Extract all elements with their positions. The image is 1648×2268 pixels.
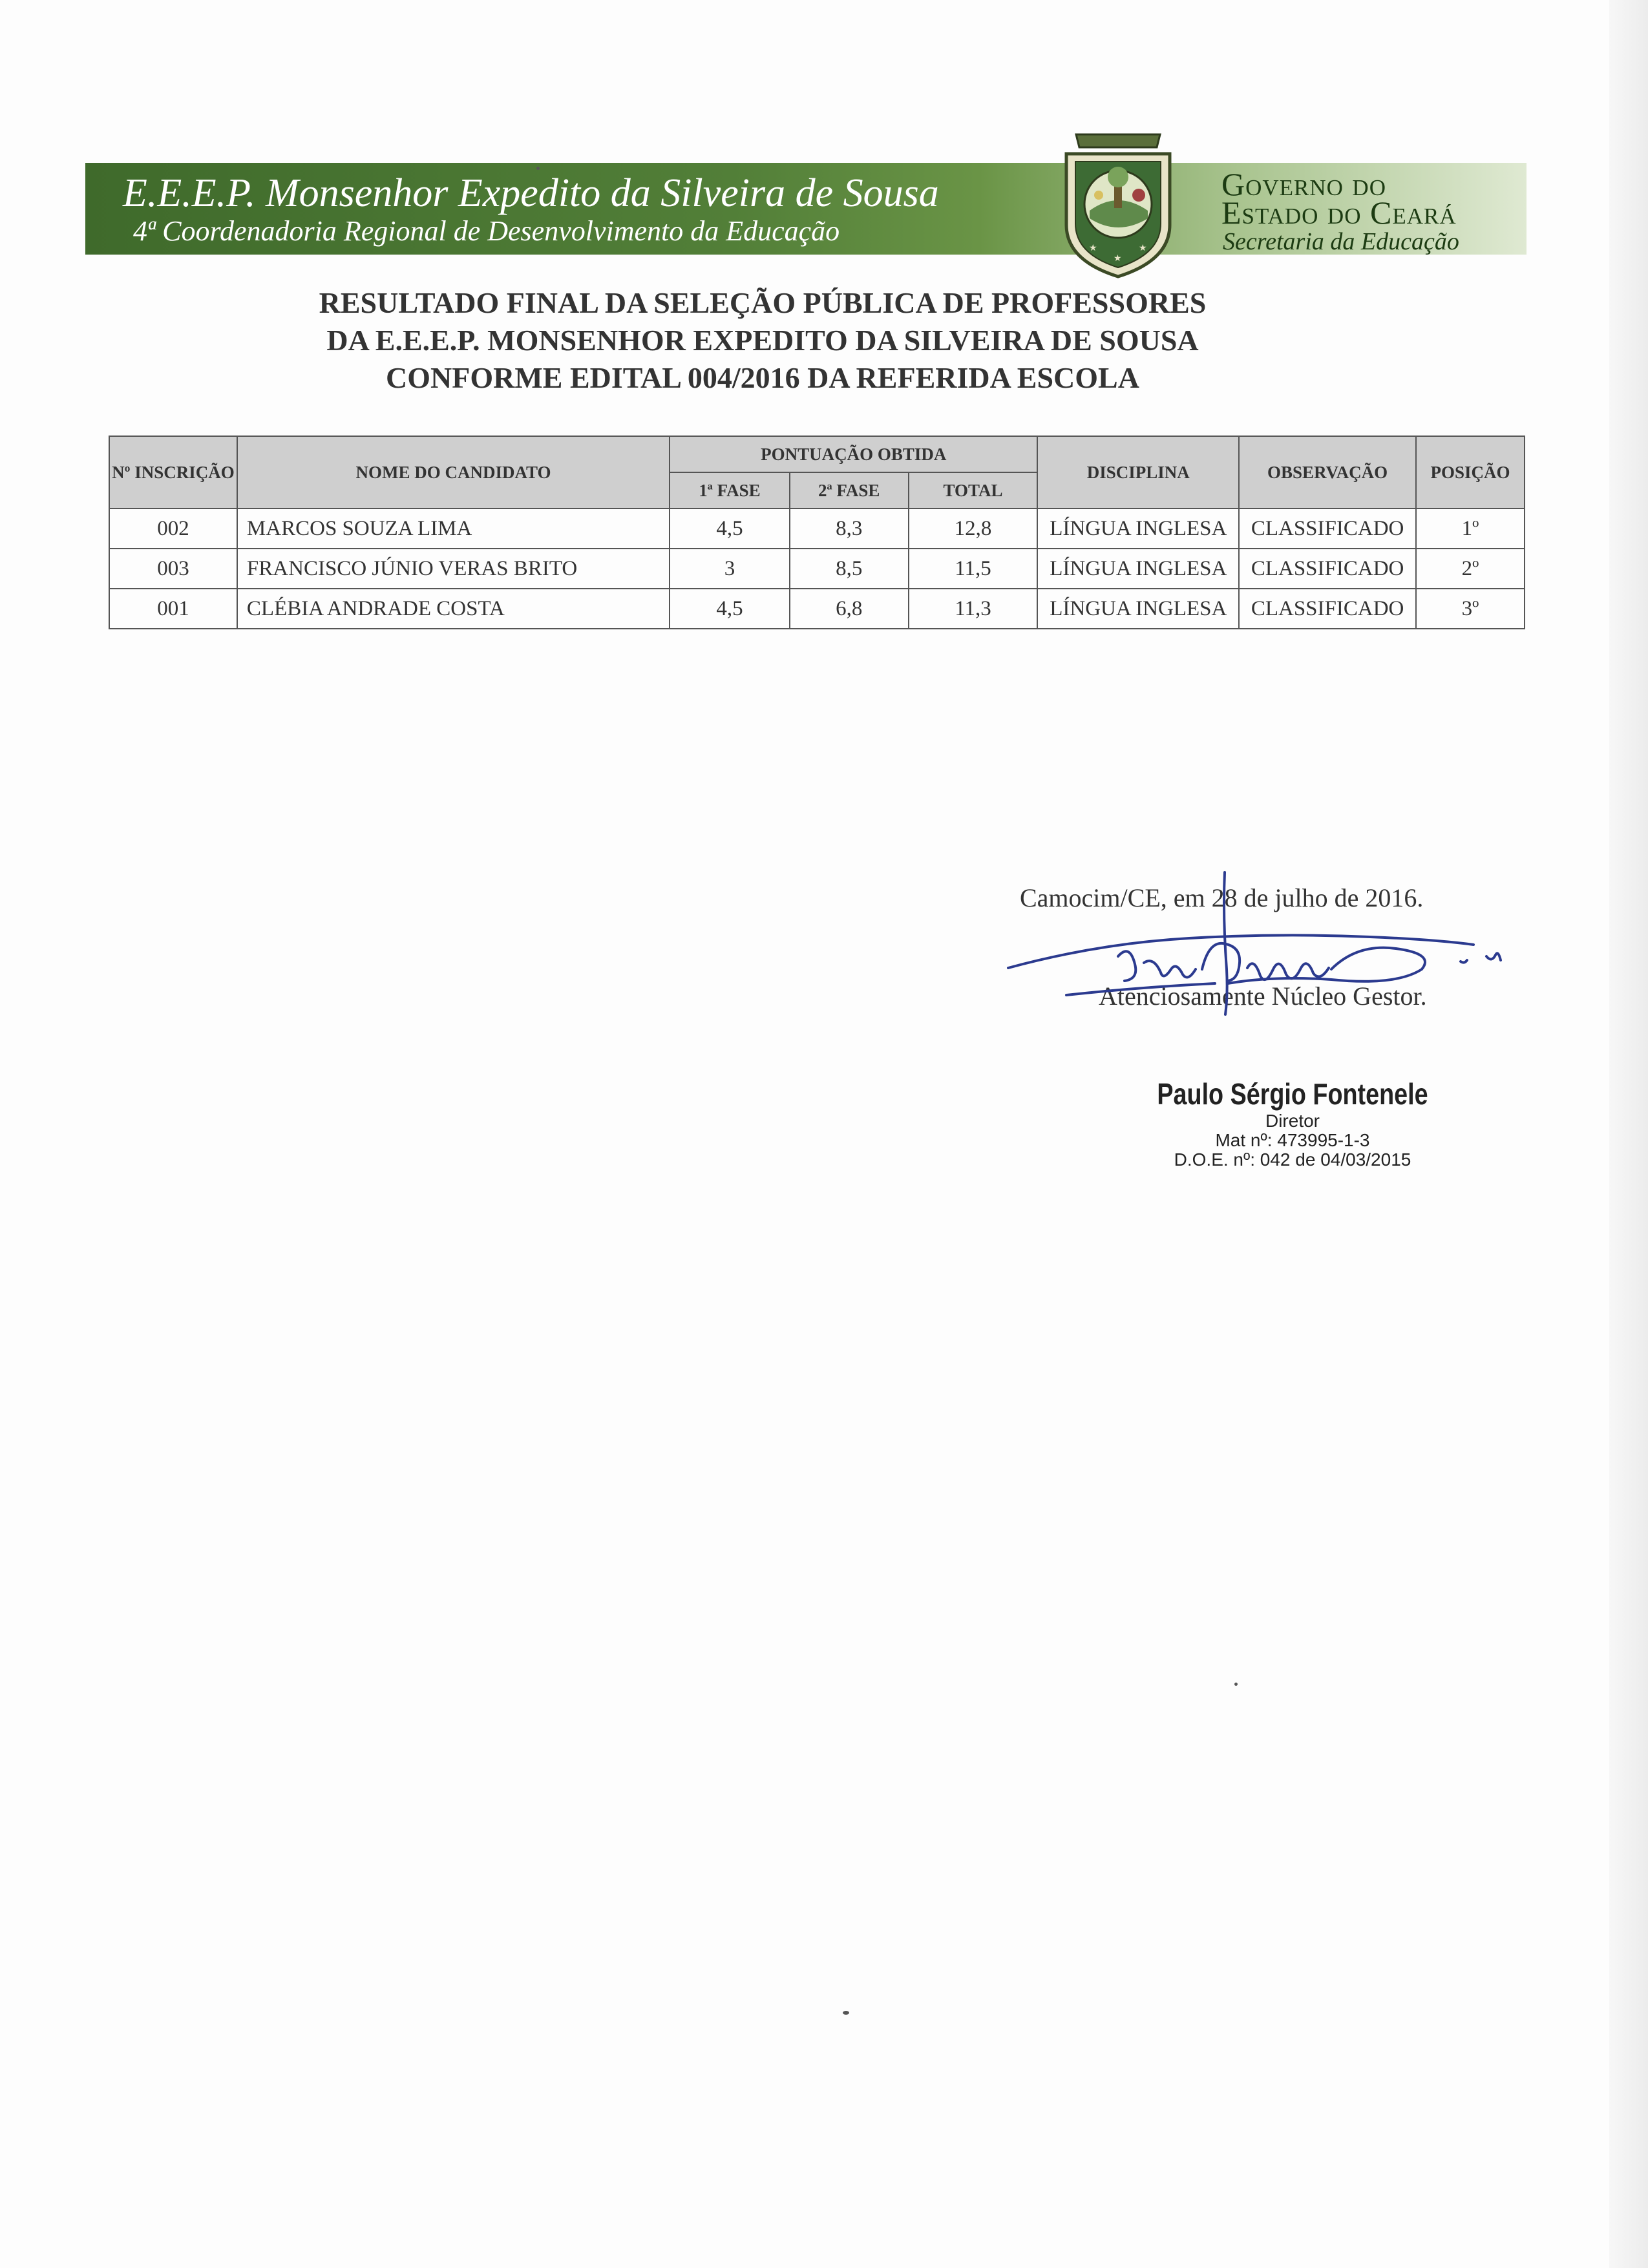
cell-nome: MARCOS SOUZA LIMA [237, 509, 670, 549]
header-nome: NOME DO CANDIDATO [237, 436, 670, 509]
cell-fase2: 8,3 [790, 509, 909, 549]
cell-observacao: CLASSIFICADO [1239, 549, 1416, 589]
handwritten-signature-icon [969, 866, 1551, 1021]
government-title: Governo do [1221, 166, 1386, 202]
place-date: Camocim/CE, em 28 de julho de 2016. [1020, 883, 1424, 912]
cell-disciplina: LÍNGUA INGLESA [1037, 589, 1239, 629]
svg-text:★: ★ [1089, 243, 1097, 253]
table-header-row [109, 436, 1525, 472]
director-stamp [1092, 1076, 1493, 1170]
header-posicao: POSIÇÃO [1416, 436, 1525, 509]
table-row [109, 589, 1525, 629]
cell-fase1: 3 [670, 549, 790, 589]
cell-nome: FRANCISCO JÚNIO VERAS BRITO [237, 549, 670, 589]
coordination-name: 4ª Coordenadoria Regional de Desenvolvimento da Educação [133, 215, 840, 247]
title-line-2: DA E.E.E.P. MONSENHOR EXPEDITO DA SILVEIRA DE SOUSA [326, 324, 1199, 357]
page-edge [1609, 0, 1648, 2268]
cell-total: 11,3 [909, 589, 1038, 629]
title-line-3: CONFORME EDITAL 004/2016 DA REFERIDA ESCOLA [386, 361, 1139, 394]
school-name: E.E.E.P. Monsenhor Expedito da Silveira de Sousa [123, 171, 939, 215]
cell-inscricao: 002 [109, 509, 237, 549]
director-registration: Mat nº: 473995-1-3 [1215, 1130, 1370, 1150]
header-fase1: 1ª FASE [670, 472, 790, 509]
cell-fase1: 4,5 [670, 589, 790, 629]
header-total: TOTAL [909, 472, 1038, 509]
cell-posicao: 1º [1416, 509, 1525, 549]
document-title [129, 284, 1396, 397]
svg-text:★: ★ [1139, 243, 1147, 253]
cell-fase1: 4,5 [670, 509, 790, 549]
header-disciplina: DISCIPLINA [1037, 436, 1239, 509]
scan-speck [843, 2011, 849, 2015]
state-name: Estado do Ceará [1221, 194, 1457, 231]
cell-nome: CLÉBIA ANDRADE COSTA [237, 589, 670, 629]
cell-observacao: CLASSIFICADO [1239, 509, 1416, 549]
svg-text:★: ★ [1114, 253, 1122, 264]
secretariat-name: Secretaria da Educação [1223, 228, 1459, 255]
header-inscricao: Nº INSCRIÇÃO [109, 436, 237, 509]
cell-inscricao: 003 [109, 549, 237, 589]
director-role: Diretor [1265, 1111, 1320, 1131]
cell-observacao: CLASSIFICADO [1239, 589, 1416, 629]
scan-speck [1234, 1683, 1238, 1686]
director-doe: D.O.E. nº: 042 de 04/03/2015 [1174, 1150, 1411, 1170]
regards-line: Atenciosamente Núcleo Gestor. [1099, 982, 1427, 1011]
table-row [109, 549, 1525, 589]
cell-disciplina: LÍNGUA INGLESA [1037, 549, 1239, 589]
cell-inscricao: 001 [109, 589, 237, 629]
table-row [109, 509, 1525, 549]
cell-posicao: 2º [1416, 549, 1525, 589]
director-name: Paulo Sérgio Fontenele [1157, 1077, 1428, 1111]
cell-fase2: 8,5 [790, 549, 909, 589]
results-table [109, 436, 1525, 629]
cell-fase2: 6,8 [790, 589, 909, 629]
title-line-1: RESULTADO FINAL DA SELEÇÃO PÚBLICA DE PROFESSORES [319, 286, 1207, 319]
header-fase2: 2ª FASE [790, 472, 909, 509]
cell-disciplina: LÍNGUA INGLESA [1037, 509, 1239, 549]
header-pontuacao: PONTUAÇÃO OBTIDA [670, 436, 1037, 472]
header-observacao: OBSERVAÇÃO [1239, 436, 1416, 509]
scan-speck [536, 167, 540, 170]
cell-posicao: 3º [1416, 589, 1525, 629]
cell-total: 11,5 [909, 549, 1038, 589]
cell-total: 12,8 [909, 509, 1038, 549]
coat-of-arms-icon [1053, 128, 1183, 280]
